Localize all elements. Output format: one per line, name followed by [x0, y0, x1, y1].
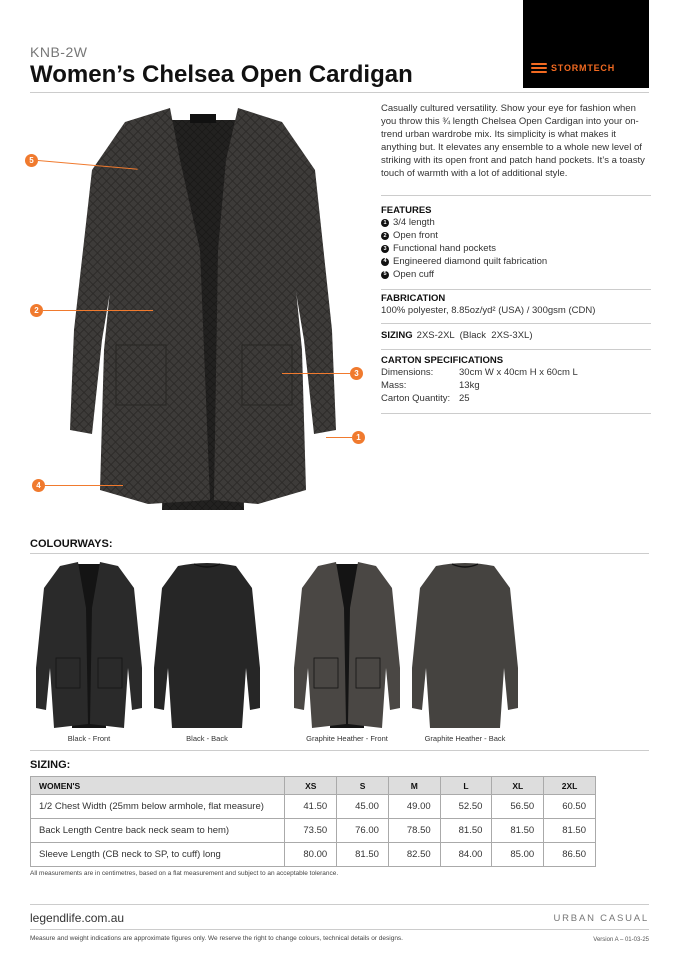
sizing-cell: 81.50: [544, 819, 596, 843]
sizing-info-heading: SIZING: [381, 330, 413, 341]
carton-key: Mass:: [381, 379, 407, 391]
callout-line-1: [45, 485, 123, 486]
fabrication-section: [381, 293, 651, 324]
feature-item: [381, 269, 651, 282]
sizing-cell: 78.50: [388, 819, 440, 843]
footer-divider: [30, 904, 649, 905]
sizing-cell: 81.50: [440, 819, 492, 843]
product-description: Casually cultured versatility. Show your eye for fashion when you throw this ¾ length Chelsea Open Cardigan into your on-trend urban wardrobe mix. Its simplicity is what makes it anything but. It elevates any ensemble to a whole new level of striking with its open front and patch hand pockets. It’s a toasty touch of warmth with a lot of additional style.: [381, 103, 645, 179]
colourways-divider: [30, 553, 649, 554]
sizing-cell: 52.50: [440, 795, 492, 819]
colourway-image: [148, 558, 266, 733]
sizing-row-label: 1/2 Chest Width (25mm below armhole, flat measure): [31, 795, 285, 819]
divider-top: [381, 195, 651, 196]
sizing-cell: 82.50: [388, 843, 440, 867]
colourways-bottom-divider: [30, 750, 649, 751]
callout-4: 5: [25, 154, 38, 167]
sizing-info-section: [381, 330, 651, 350]
carton-heading: CARTON SPECIFICATIONS: [381, 355, 504, 366]
footer-divider-2: [30, 929, 649, 930]
colourway-caption: Black - Back: [186, 734, 228, 743]
colourway-image: [406, 558, 524, 733]
carton-value: 30cm W x 40cm H x 60cm L: [459, 367, 578, 378]
sizing-cell: 49.00: [388, 795, 440, 819]
sizing-column-header: 2XL: [544, 777, 596, 795]
sizing-cell: 76.00: [337, 819, 389, 843]
sizing-cell: 56.50: [492, 795, 544, 819]
footer-disclaimer: Measure and weight indications are approximate figures only. We reserve the right to change colours, technical details or designs.: [30, 935, 403, 942]
footer-tagline: URBAN CASUAL: [553, 913, 649, 924]
carton-row: [381, 380, 651, 393]
carton-row: [381, 393, 651, 406]
sizing-cell: 41.50: [285, 795, 337, 819]
brand-box: [523, 0, 649, 88]
feature-number-icon: 2: [381, 232, 389, 240]
feature-item: [381, 256, 651, 269]
carton-row: [381, 367, 651, 380]
sizing-table-body: [31, 795, 596, 867]
stormtech-mark-icon: [531, 63, 547, 73]
callout-2: 2: [30, 304, 43, 317]
features-section: [381, 205, 651, 290]
callout-1: 4: [32, 479, 45, 492]
sizing-column-header: WOMEN'S: [31, 777, 285, 795]
feature-label: Open cuff: [393, 268, 435, 280]
callout-line-3: [282, 373, 350, 374]
table-row: [31, 843, 596, 867]
colourway-caption: Graphite Heather - Front: [306, 734, 388, 743]
sizing-cell: 45.00: [337, 795, 389, 819]
carton-key: Carton Quantity:: [381, 392, 451, 404]
sizing-column-header: XL: [492, 777, 544, 795]
footer-version: Version A – 01-03-25: [593, 937, 649, 943]
table-row: [31, 819, 596, 843]
callout-5: 1: [352, 431, 365, 444]
fabrication-text: 100% polyester, 8.85oz/yd² (USA) / 300gsm (CDN): [381, 305, 596, 316]
sizing-column-header: L: [440, 777, 492, 795]
feature-number-icon: 5: [381, 271, 389, 279]
sizing-column-header: S: [337, 777, 389, 795]
brand-logo: [531, 63, 615, 73]
feature-label: Engineered diamond quilt fabrication: [393, 255, 548, 267]
footer-url[interactable]: legendlife.com.au: [30, 911, 125, 925]
sizing-cell: 84.00: [440, 843, 492, 867]
features-list: [381, 217, 651, 282]
features-heading: FEATURES: [381, 205, 432, 216]
product-code: KNB-2W: [30, 44, 88, 60]
feature-label: Open front: [393, 229, 438, 241]
brand-name: STORMTECH: [551, 63, 616, 73]
carton-value: 13kg: [459, 379, 480, 391]
sizing-column-header: XS: [285, 777, 337, 795]
carton-section: [381, 355, 651, 414]
carton-rows: [381, 367, 651, 406]
sizing-table-header: [31, 777, 596, 795]
sizing-cell: 85.00: [492, 843, 544, 867]
page-title: Women’s Chelsea Open Cardigan: [30, 61, 413, 88]
colourway-image: [30, 558, 148, 733]
fabrication-divider: [381, 323, 651, 324]
feature-item: [381, 230, 651, 243]
feature-item: [381, 243, 651, 256]
carton-value: 25: [459, 392, 470, 404]
features-divider: [381, 289, 651, 290]
sizing-row-label: Sleeve Length (CB neck to SP, to cuff) long: [31, 843, 285, 867]
colourway-image: [288, 558, 406, 733]
feature-number-icon: 1: [381, 219, 389, 227]
feature-label: 3/4 length: [393, 217, 435, 228]
fabrication-heading: FABRICATION: [381, 293, 446, 304]
header-divider: [30, 92, 649, 93]
sizing-heading: SIZING:: [30, 759, 71, 771]
sizing-note: All measurements are in centimetres, based on a flat measurement and subject to an acceptable tolerance.: [30, 870, 339, 877]
sizing-cell: 73.50: [285, 819, 337, 843]
feature-label: Functional hand pockets: [393, 242, 496, 254]
callout-3: 3: [350, 367, 363, 380]
colourway-caption: Black - Front: [67, 734, 111, 743]
sizing-table: [30, 776, 596, 867]
sizing-info-divider: [381, 349, 651, 350]
callout-line-2: [43, 310, 153, 311]
callout-line-5: [326, 437, 352, 438]
sizing-cell: 81.50: [492, 819, 544, 843]
sizing-cell: 60.50: [544, 795, 596, 819]
colourway-caption: Graphite Heather - Back: [424, 734, 506, 743]
sizing-row-label: Back Length Centre back neck seam to hem): [31, 819, 285, 843]
sizing-cell: 86.50: [544, 843, 596, 867]
sizing-column-header: M: [388, 777, 440, 795]
table-row: [31, 795, 596, 819]
feature-number-icon: 3: [381, 245, 389, 253]
feature-item: [381, 217, 651, 230]
carton-key: Dimensions:: [381, 367, 434, 378]
feature-number-icon: 4: [381, 258, 389, 266]
sizing-cell: 80.00: [285, 843, 337, 867]
sizing-cell: 81.50: [337, 843, 389, 867]
sizing-info-text: 2XS-2XL (Black 2XS-3XL): [416, 330, 533, 341]
carton-divider: [381, 413, 651, 414]
colourways-heading: COLOURWAYS:: [30, 538, 113, 550]
